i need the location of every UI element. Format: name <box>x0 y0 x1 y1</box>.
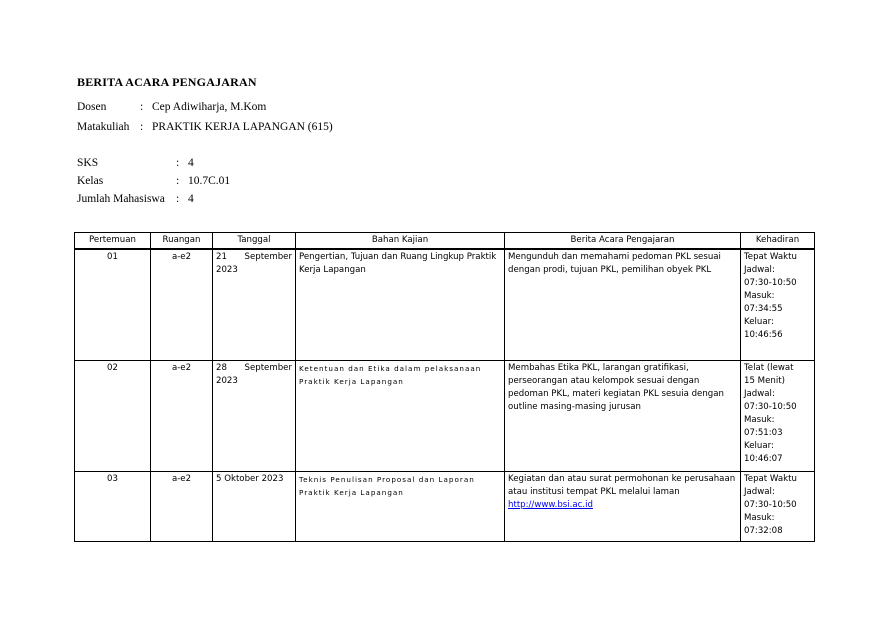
dosen-value: Cep Adiwiharja, M.Kom <box>152 101 267 113</box>
dosen-row <box>77 101 266 113</box>
kehadiran-line: 10:46:07 <box>744 453 783 464</box>
cell-ruangan: a-e2 <box>151 249 213 360</box>
kehadiran-line: Keluar: <box>744 440 774 451</box>
kelas-label: Kelas <box>77 175 104 187</box>
colon: : <box>140 121 144 133</box>
cell-ruangan: a-e2 <box>151 360 213 471</box>
kehadiran-line: 15 Menit) <box>744 375 785 386</box>
cell-pertemuan: 02 <box>75 360 151 471</box>
cell-kehadiran <box>741 249 815 360</box>
kehadiran-line: 07:30-10:50 <box>744 499 797 510</box>
cell-bahan-kajian: Ketentuan dan Etika dalam pelaksanaan Praktik Kerja Lapangan <box>296 360 505 471</box>
kehadiran-line: 07:32:08 <box>744 525 783 536</box>
kehadiran-line: Masuk: <box>744 414 775 425</box>
cell-bahan-kajian: Teknis Penulisan Proposal dan Laporan Praktik Kerja Lapangan <box>296 471 505 541</box>
kehadiran-line: Jadwal: <box>744 265 775 275</box>
cell-pertemuan: 03 <box>75 471 151 541</box>
kelas-value: 10.7C.01 <box>188 175 231 187</box>
kehadiran-line: Tepat Waktu <box>744 252 797 262</box>
cell-tanggal: 5 Oktober 2023 <box>213 471 296 541</box>
cell-ruangan: a-e2 <box>151 471 213 541</box>
header-ruangan: Ruangan <box>151 233 213 250</box>
dosen-label: Dosen <box>77 101 107 113</box>
matakuliah-row <box>77 121 333 133</box>
colon: : <box>140 101 144 113</box>
sks-value: 4 <box>188 157 194 169</box>
colon: : <box>176 157 180 169</box>
kehadiran-line: Jadwal: <box>744 486 775 497</box>
kehadiran-line: 07:51:03 <box>744 427 783 438</box>
cell-berita-acara: Membahas Etika PKL, larangan gratifikasi, perseorangan atau kelompok sesuai dengan pedoman PKL, materi kegiatan PKL sesuia dengan outline masing-masing jurusan <box>505 360 741 471</box>
berita-text: Kegiatan dan atau surat permohonan ke perusahaan atau institusi tempat PKL melalui laman <box>508 473 736 497</box>
cell-tanggal: 28 September 2023 <box>213 360 296 471</box>
header-bahan-kajian: Bahan Kajian <box>296 233 505 250</box>
kehadiran-line: Keluar: <box>744 317 774 327</box>
table-row <box>75 249 815 360</box>
document-title: BERITA ACARA PENGAJARAN <box>77 75 257 89</box>
table-row <box>75 360 815 471</box>
colon: : <box>176 175 180 187</box>
kehadiran-line: Jadwal: <box>744 388 775 399</box>
kehadiran-line: 07:30-10:50 <box>744 278 797 288</box>
kehadiran-line: 07:34:55 <box>744 304 783 314</box>
cell-pertemuan: 01 <box>75 249 151 360</box>
header-berita-acara: Berita Acara Pengajaran <box>505 233 741 250</box>
table-header-row <box>75 233 815 250</box>
kehadiran-line: 07:30-10:50 <box>744 401 797 412</box>
matakuliah-value: PRAKTIK KERJA LAPANGAN (615) <box>152 121 333 133</box>
kelas-row <box>77 175 230 187</box>
cell-kehadiran <box>741 360 815 471</box>
header-pertemuan: Pertemuan <box>75 233 151 250</box>
header-tanggal: Tanggal <box>213 233 296 250</box>
cell-tanggal: 21 September 2023 <box>213 249 296 360</box>
jumlah-mahasiswa-row <box>77 193 194 205</box>
table-row <box>75 471 815 541</box>
kehadiran-line: Tepat Waktu <box>744 473 797 484</box>
sks-row <box>77 157 194 169</box>
header-kehadiran: Kehadiran <box>741 233 815 250</box>
matakuliah-label: Matakuliah <box>77 121 130 133</box>
kehadiran-line: Masuk: <box>744 512 775 523</box>
cell-kehadiran <box>741 471 815 541</box>
cell-berita-acara: Mengunduh dan memahami pedoman PKL sesuai dengan prodi, tujuan PKL, pemilihan obyek PKL <box>505 249 741 360</box>
kehadiran-line: 10:46:56 <box>744 330 783 340</box>
cell-berita-acara <box>505 471 741 541</box>
jumlah-mahasiswa-label: Jumlah Mahasiswa <box>77 193 165 205</box>
sks-label: SKS <box>77 157 99 169</box>
jumlah-mahasiswa-value: 4 <box>188 193 194 205</box>
pengajaran-table <box>74 232 815 542</box>
colon: : <box>176 193 180 205</box>
kehadiran-line: Masuk: <box>744 291 775 301</box>
kehadiran-line: Telat (lewat <box>744 362 794 373</box>
bsi-link[interactable]: http://www.bsi.ac.id <box>508 499 593 510</box>
cell-bahan-kajian: Pengertian, Tujuan dan Ruang Lingkup Praktik Kerja Lapangan <box>296 249 505 360</box>
